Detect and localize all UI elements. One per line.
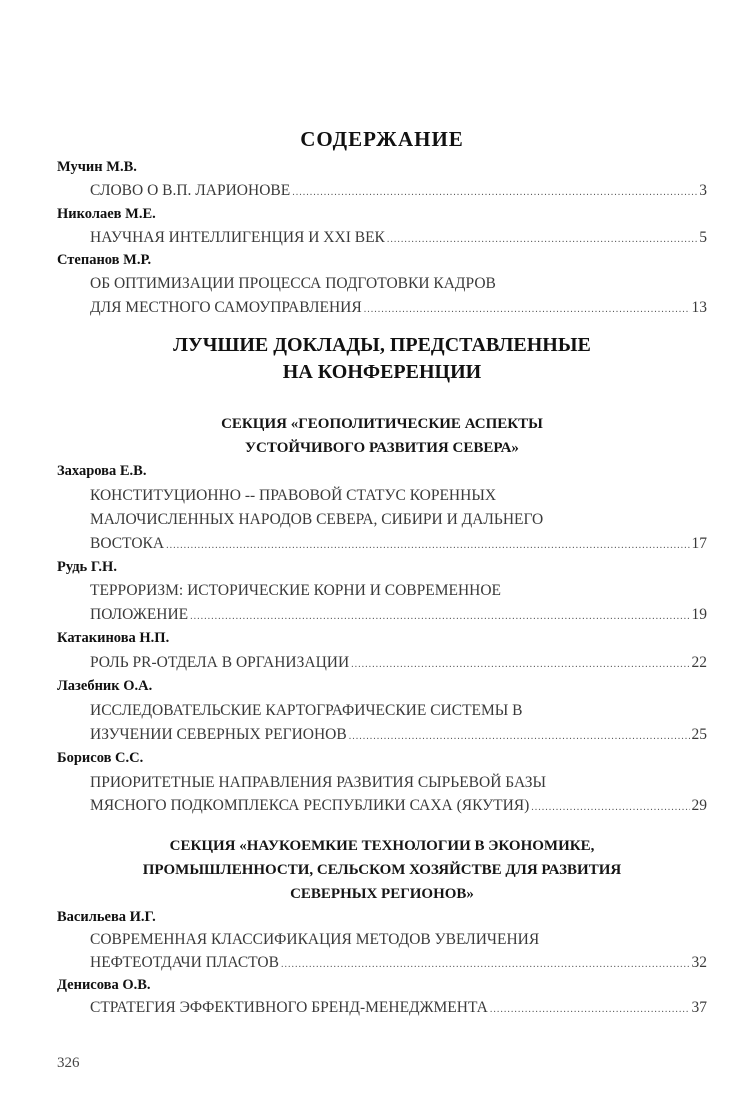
entry-page-number: 3: [699, 182, 707, 200]
entry-author: Николаев М.Е.: [57, 205, 156, 222]
entry-author: Мучин М.В.: [57, 159, 137, 175]
entry-title-line: [57, 508, 707, 532]
entry-author: Денисова О.В.: [57, 977, 151, 994]
entry-title-text: ИССЛЕДОВАТЕЛЬСКИЕ КАРТОГРАФИЧЕСКИЕ СИСТЕМЫ В: [90, 701, 523, 719]
entry-title-text: СОВРЕМЕННАЯ КЛАССИФИКАЦИЯ МЕТОДОВ УВЕЛИЧЕНИЯ: [90, 930, 540, 948]
entry-title-line: [57, 603, 707, 627]
dot-leader: [387, 226, 697, 249]
entry-title-line: [57, 997, 707, 1020]
entry-title-line: [57, 952, 707, 975]
entry-author: Лазебник О.А.: [57, 678, 153, 695]
entry-title-text: МАЛОЧИСЛЕННЫХ НАРОДОВ СЕВЕРА, СИБИРИ И ДАЛЬНЕГО: [90, 510, 544, 528]
entry-page-number: 37: [691, 999, 707, 1017]
toc-entry[interactable]: [57, 974, 707, 1020]
entry-title-text: СЛОВО О В.П. ЛАРИОНОВЕ: [90, 182, 291, 200]
toc-entry[interactable]: [57, 627, 707, 675]
dot-leader: [349, 723, 690, 747]
entry-author: Катакинова Н.П.: [57, 630, 170, 647]
entry-title-text: ТЕРРОРИЗМ: ИСТОРИЧЕСКИЕ КОРНИ И СОВРЕМЕННОЕ: [90, 582, 502, 600]
entry-page-number: 13: [691, 298, 707, 316]
entry-title-line: [57, 794, 707, 818]
entry-title-text: СТРАТЕГИЯ ЭФФЕКТИВНОГО БРЕНД-МЕНЕДЖМЕНТА: [90, 999, 488, 1017]
entry-title-text: ВОСТОКА: [90, 534, 165, 552]
entry-page-number: 32: [691, 953, 707, 971]
toc-entry[interactable]: [57, 675, 707, 747]
entry-title-line: [57, 484, 707, 508]
toc-entry[interactable]: [57, 249, 707, 319]
entry-page-number: 25: [691, 725, 707, 743]
entry-title-line: [57, 226, 707, 249]
section-heading-line: СЕКЦИЯ «НАУКОЕМКИЕ ТЕХНОЛОГИИ В ЭКОНОМИКЕ,: [169, 838, 595, 854]
entry-author: Захарова Е.В.: [57, 463, 147, 479]
toc-group-intro: [57, 156, 707, 319]
toc-entry[interactable]: [57, 747, 707, 819]
entry-page-number: 29: [691, 797, 707, 815]
entry-title-text: РОЛЬ PR-ОТДЕЛА В ОРГАНИЗАЦИИ: [90, 654, 350, 672]
part-heading-line: ЛУЧШИЕ ДОКЛАДЫ, ПРЕДСТАВЛЕННЫЕ: [173, 334, 591, 356]
part-heading: [57, 332, 707, 386]
entry-title-line: [57, 272, 707, 295]
entry-title-line: [57, 651, 707, 675]
toc-entry[interactable]: [57, 156, 707, 203]
entry-title-text: НЕФТЕОТДАЧИ ПЛАСТОВ: [90, 953, 279, 971]
dot-leader: [531, 794, 689, 818]
entry-author: Рудь Г.Н.: [57, 558, 117, 575]
section-heading-line: УСТОЙЧИВОГО РАЗВИТИЯ СЕВЕРА»: [245, 440, 519, 456]
entry-page-number: 22: [691, 654, 707, 672]
dot-leader: [292, 179, 697, 202]
entry-title-line: [57, 723, 707, 747]
dot-leader: [166, 532, 689, 556]
entry-title-line: [57, 532, 707, 556]
page-title: СОДЕРЖАНИЕ: [300, 127, 464, 151]
entry-title-text: ПРИОРИТЕТНЫЕ НАПРАВЛЕНИЯ РАЗВИТИЯ СЫРЬЕВОЙ БАЗЫ: [90, 773, 547, 791]
entry-title-line: [57, 579, 707, 603]
part-heading-line: НА КОНФЕРЕНЦИИ: [282, 361, 482, 383]
entry-page-number: 5: [699, 228, 707, 246]
toc-group-section-2: [57, 906, 707, 1020]
entry-author: Борисов С.С.: [57, 749, 144, 766]
entry-title-text: ИЗУЧЕНИИ СЕВЕРНЫХ РЕГИОНОВ: [90, 725, 347, 743]
entry-author: Васильева И.Г.: [57, 909, 156, 925]
entry-title-line: [57, 296, 707, 319]
dot-leader: [351, 651, 689, 675]
entry-title-text: ОБ ОПТИМИЗАЦИИ ПРОЦЕССА ПОДГОТОВКИ КАДРОВ: [90, 275, 496, 293]
entry-title-line: [57, 929, 707, 952]
entry-title-text: МЯСНОГО ПОДКОМПЛЕКСА РЕСПУБЛИКИ САХА (ЯКУТИЯ): [90, 797, 530, 815]
toc-entry[interactable]: [57, 203, 707, 250]
entry-page-number: 17: [691, 534, 707, 552]
dot-leader: [364, 296, 690, 319]
entry-title-text: КОНСТИТУЦИОННО -- ПРАВОВОЙ СТАТУС КОРЕННЫХ: [90, 486, 497, 504]
page-number: 326: [57, 1055, 80, 1071]
entry-title-text: ДЛЯ МЕСТНОГО САМОУПРАВЛЕНИЯ: [90, 298, 362, 316]
section-heading-line: СЕКЦИЯ «ГЕОПОЛИТИЧЕСКИЕ АСПЕКТЫ: [221, 416, 543, 432]
entry-author: Степанов М.Р.: [57, 252, 152, 269]
dot-leader: [490, 997, 690, 1020]
toc-entry[interactable]: [57, 460, 707, 556]
section-heading-line: ПРОМЫШЛЕННОСТИ, СЕЛЬСКОМ ХОЗЯЙСТВЕ ДЛЯ РАЗВИТИЯ: [142, 862, 622, 878]
entry-title-text: НАУЧНАЯ ИНТЕЛЛИГЕНЦИЯ И XXI ВЕК: [90, 228, 385, 246]
section-heading: [57, 412, 707, 460]
entry-title-line: [57, 179, 707, 202]
entry-title-line: [57, 699, 707, 723]
section-heading: [50, 834, 714, 906]
toc-entry[interactable]: [57, 556, 707, 628]
entry-title-line: [57, 771, 707, 795]
toc-group-section-1: [57, 460, 707, 818]
toc-entry[interactable]: [57, 906, 707, 974]
dot-leader: [281, 952, 690, 975]
entry-page-number: 19: [691, 606, 707, 624]
entry-title-text: ПОЛОЖЕНИЕ: [90, 606, 189, 624]
section-heading-line: СЕВЕРНЫХ РЕГИОНОВ»: [290, 886, 474, 902]
dot-leader: [190, 603, 689, 627]
